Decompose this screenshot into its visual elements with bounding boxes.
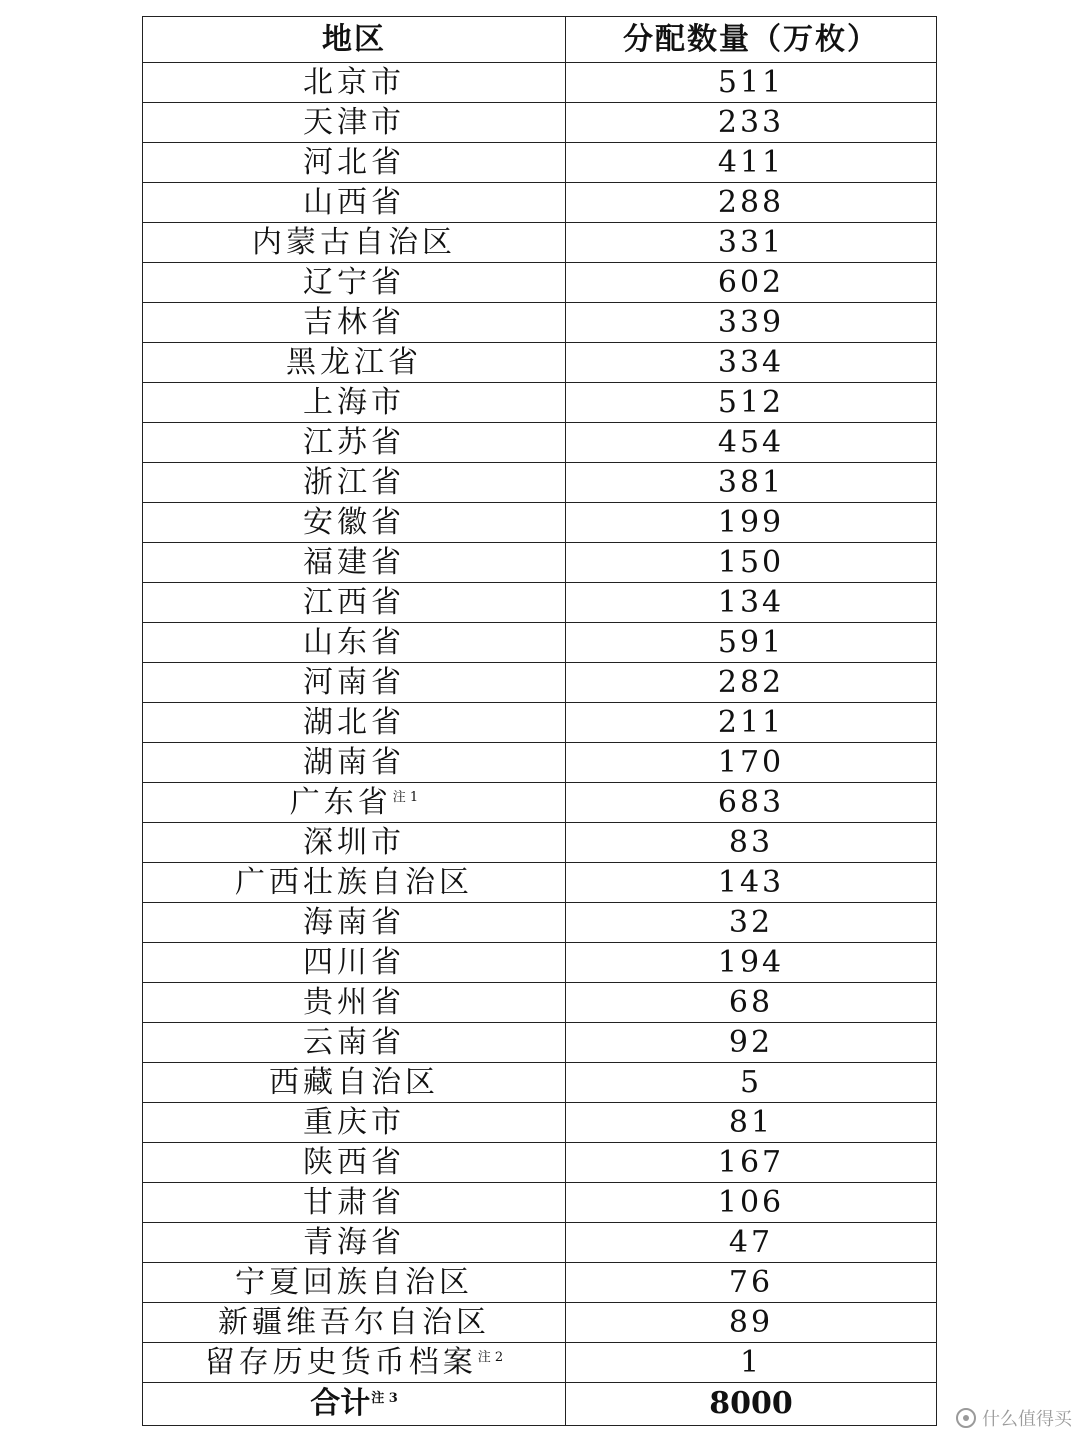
quantity-cell: 512 [566,383,937,423]
region-cell [143,1183,566,1223]
region-name: 辽宁省 [303,264,405,300]
table-row [143,383,937,423]
table-row [143,263,937,303]
total-quantity: 8000 [566,1383,937,1426]
region-name: 湖南省 [303,744,405,780]
table-row [143,583,937,623]
region-name: 江苏省 [303,424,405,460]
allocation-table [142,16,937,1426]
watermark-text: 什么值得买 [982,1409,1072,1430]
quantity-cell: 81 [566,1103,937,1143]
region-name: 山东省 [303,624,405,660]
region-name: 新疆维吾尔自治区 [218,1304,490,1340]
region-cell [143,423,566,463]
region-name: 西藏自治区 [269,1064,439,1100]
region-cell [143,1023,566,1063]
region-name: 四川省 [303,944,405,980]
table-row [143,1263,937,1303]
table-row [143,223,937,263]
region-cell [143,263,566,303]
table-row [143,623,937,663]
region-cell [143,383,566,423]
region-name: 天津市 [303,104,405,140]
table-row [143,1143,937,1183]
region-name: 甘肃省 [303,1184,405,1220]
quantity-cell: 5 [566,1063,937,1103]
region-cell [143,303,566,343]
region-name: 吉林省 [303,304,405,340]
region-cell [143,1303,566,1343]
region-cell [143,1103,566,1143]
region-name: 宁夏回族自治区 [235,1264,473,1300]
table-row [143,183,937,223]
region-cell [143,103,566,143]
region-name: 重庆市 [303,1104,405,1140]
table-row [143,1223,937,1263]
header-row [143,17,937,63]
quantity-cell: 76 [566,1263,937,1303]
table-row [143,1303,937,1343]
region-cell [143,823,566,863]
region-name: 黑龙江省 [286,344,422,380]
region-name: 青海省 [303,1224,405,1260]
region-name: 贵州省 [303,984,405,1020]
region-name: 河南省 [303,664,405,700]
table-row [143,103,937,143]
region-cell [143,63,566,103]
region-name: 海南省 [303,904,405,940]
quantity-cell: 233 [566,103,937,143]
table-row [143,703,937,743]
table-row [143,743,937,783]
total-note: 注 3 [371,1391,398,1406]
quantity-cell: 683 [566,783,937,823]
table-row [143,63,937,103]
quantity-cell: 92 [566,1023,937,1063]
table-row [143,543,937,583]
region-cell [143,583,566,623]
region-cell [143,503,566,543]
table-row [143,863,937,903]
quantity-cell: 83 [566,823,937,863]
region-cell [143,183,566,223]
quantity-cell: 339 [566,303,937,343]
region-name: 江西省 [303,584,405,620]
region-cell [143,863,566,903]
table-row [143,143,937,183]
region-cell [143,783,566,823]
total-label-cell [143,1383,566,1426]
quantity-cell: 167 [566,1143,937,1183]
table-row [143,1103,937,1143]
region-cell [143,743,566,783]
table-row [143,663,937,703]
table-row [143,1183,937,1223]
table-row [143,1343,937,1383]
table-row [143,343,937,383]
quantity-cell: 106 [566,1183,937,1223]
region-cell [143,1263,566,1303]
header-region: 地区 [143,17,566,63]
quantity-cell: 511 [566,63,937,103]
region-name: 陕西省 [303,1144,405,1180]
quantity-cell: 32 [566,903,937,943]
table-row [143,503,937,543]
region-name: 深圳市 [303,824,405,860]
region-cell [143,1223,566,1263]
quantity-cell: 150 [566,543,937,583]
region-name: 上海市 [303,384,405,420]
table-row [143,943,937,983]
region-name: 浙江省 [303,464,405,500]
quantity-cell: 134 [566,583,937,623]
region-cell [143,903,566,943]
region-name: 北京市 [303,64,405,100]
table-row [143,1023,937,1063]
table-row [143,463,937,503]
quantity-cell: 282 [566,663,937,703]
quantity-cell: 288 [566,183,937,223]
region-cell [143,943,566,983]
quantity-cell: 143 [566,863,937,903]
region-cell [143,343,566,383]
table-row [143,1063,937,1103]
region-cell [143,1063,566,1103]
region-cell [143,623,566,663]
table-row [143,783,937,823]
quantity-cell: 411 [566,143,937,183]
total-row [143,1383,937,1426]
region-cell [143,143,566,183]
region-name: 湖北省 [303,704,405,740]
quantity-cell: 68 [566,983,937,1023]
region-name: 留存历史货币档案 [204,1344,477,1380]
quantity-cell: 454 [566,423,937,463]
quantity-cell: 381 [566,463,937,503]
quantity-cell: 47 [566,1223,937,1263]
table-row [143,983,937,1023]
region-cell [143,543,566,583]
quantity-cell: 211 [566,703,937,743]
region-cell [143,1143,566,1183]
region-note: 注 2 [477,1349,504,1365]
total-label: 合计 [310,1386,371,1421]
table-row [143,303,937,343]
table-row [143,423,937,463]
table-row [143,823,937,863]
region-cell [143,663,566,703]
table-row [143,903,937,943]
region-note: 注 1 [392,789,419,805]
watermark [956,1405,1072,1431]
region-cell [143,223,566,263]
region-name: 云南省 [303,1024,405,1060]
quantity-cell: 334 [566,343,937,383]
region-name: 广东省 [289,784,392,820]
region-name: 福建省 [303,544,405,580]
quantity-cell: 199 [566,503,937,543]
quantity-cell: 331 [566,223,937,263]
quantity-cell: 591 [566,623,937,663]
quantity-cell: 194 [566,943,937,983]
smzdm-logo-icon [956,1408,976,1428]
region-cell [143,1343,566,1383]
quantity-cell: 89 [566,1303,937,1343]
quantity-cell: 1 [566,1343,937,1383]
region-cell [143,983,566,1023]
quantity-cell: 170 [566,743,937,783]
region-name: 安徽省 [303,504,405,540]
region-name: 山西省 [303,184,405,220]
quantity-cell: 602 [566,263,937,303]
region-cell [143,703,566,743]
region-name: 广西壮族自治区 [235,864,473,900]
region-cell [143,463,566,503]
header-quantity: 分配数量（万枚） [566,17,937,63]
region-name: 河北省 [303,144,405,180]
region-name: 内蒙古自治区 [252,224,456,260]
